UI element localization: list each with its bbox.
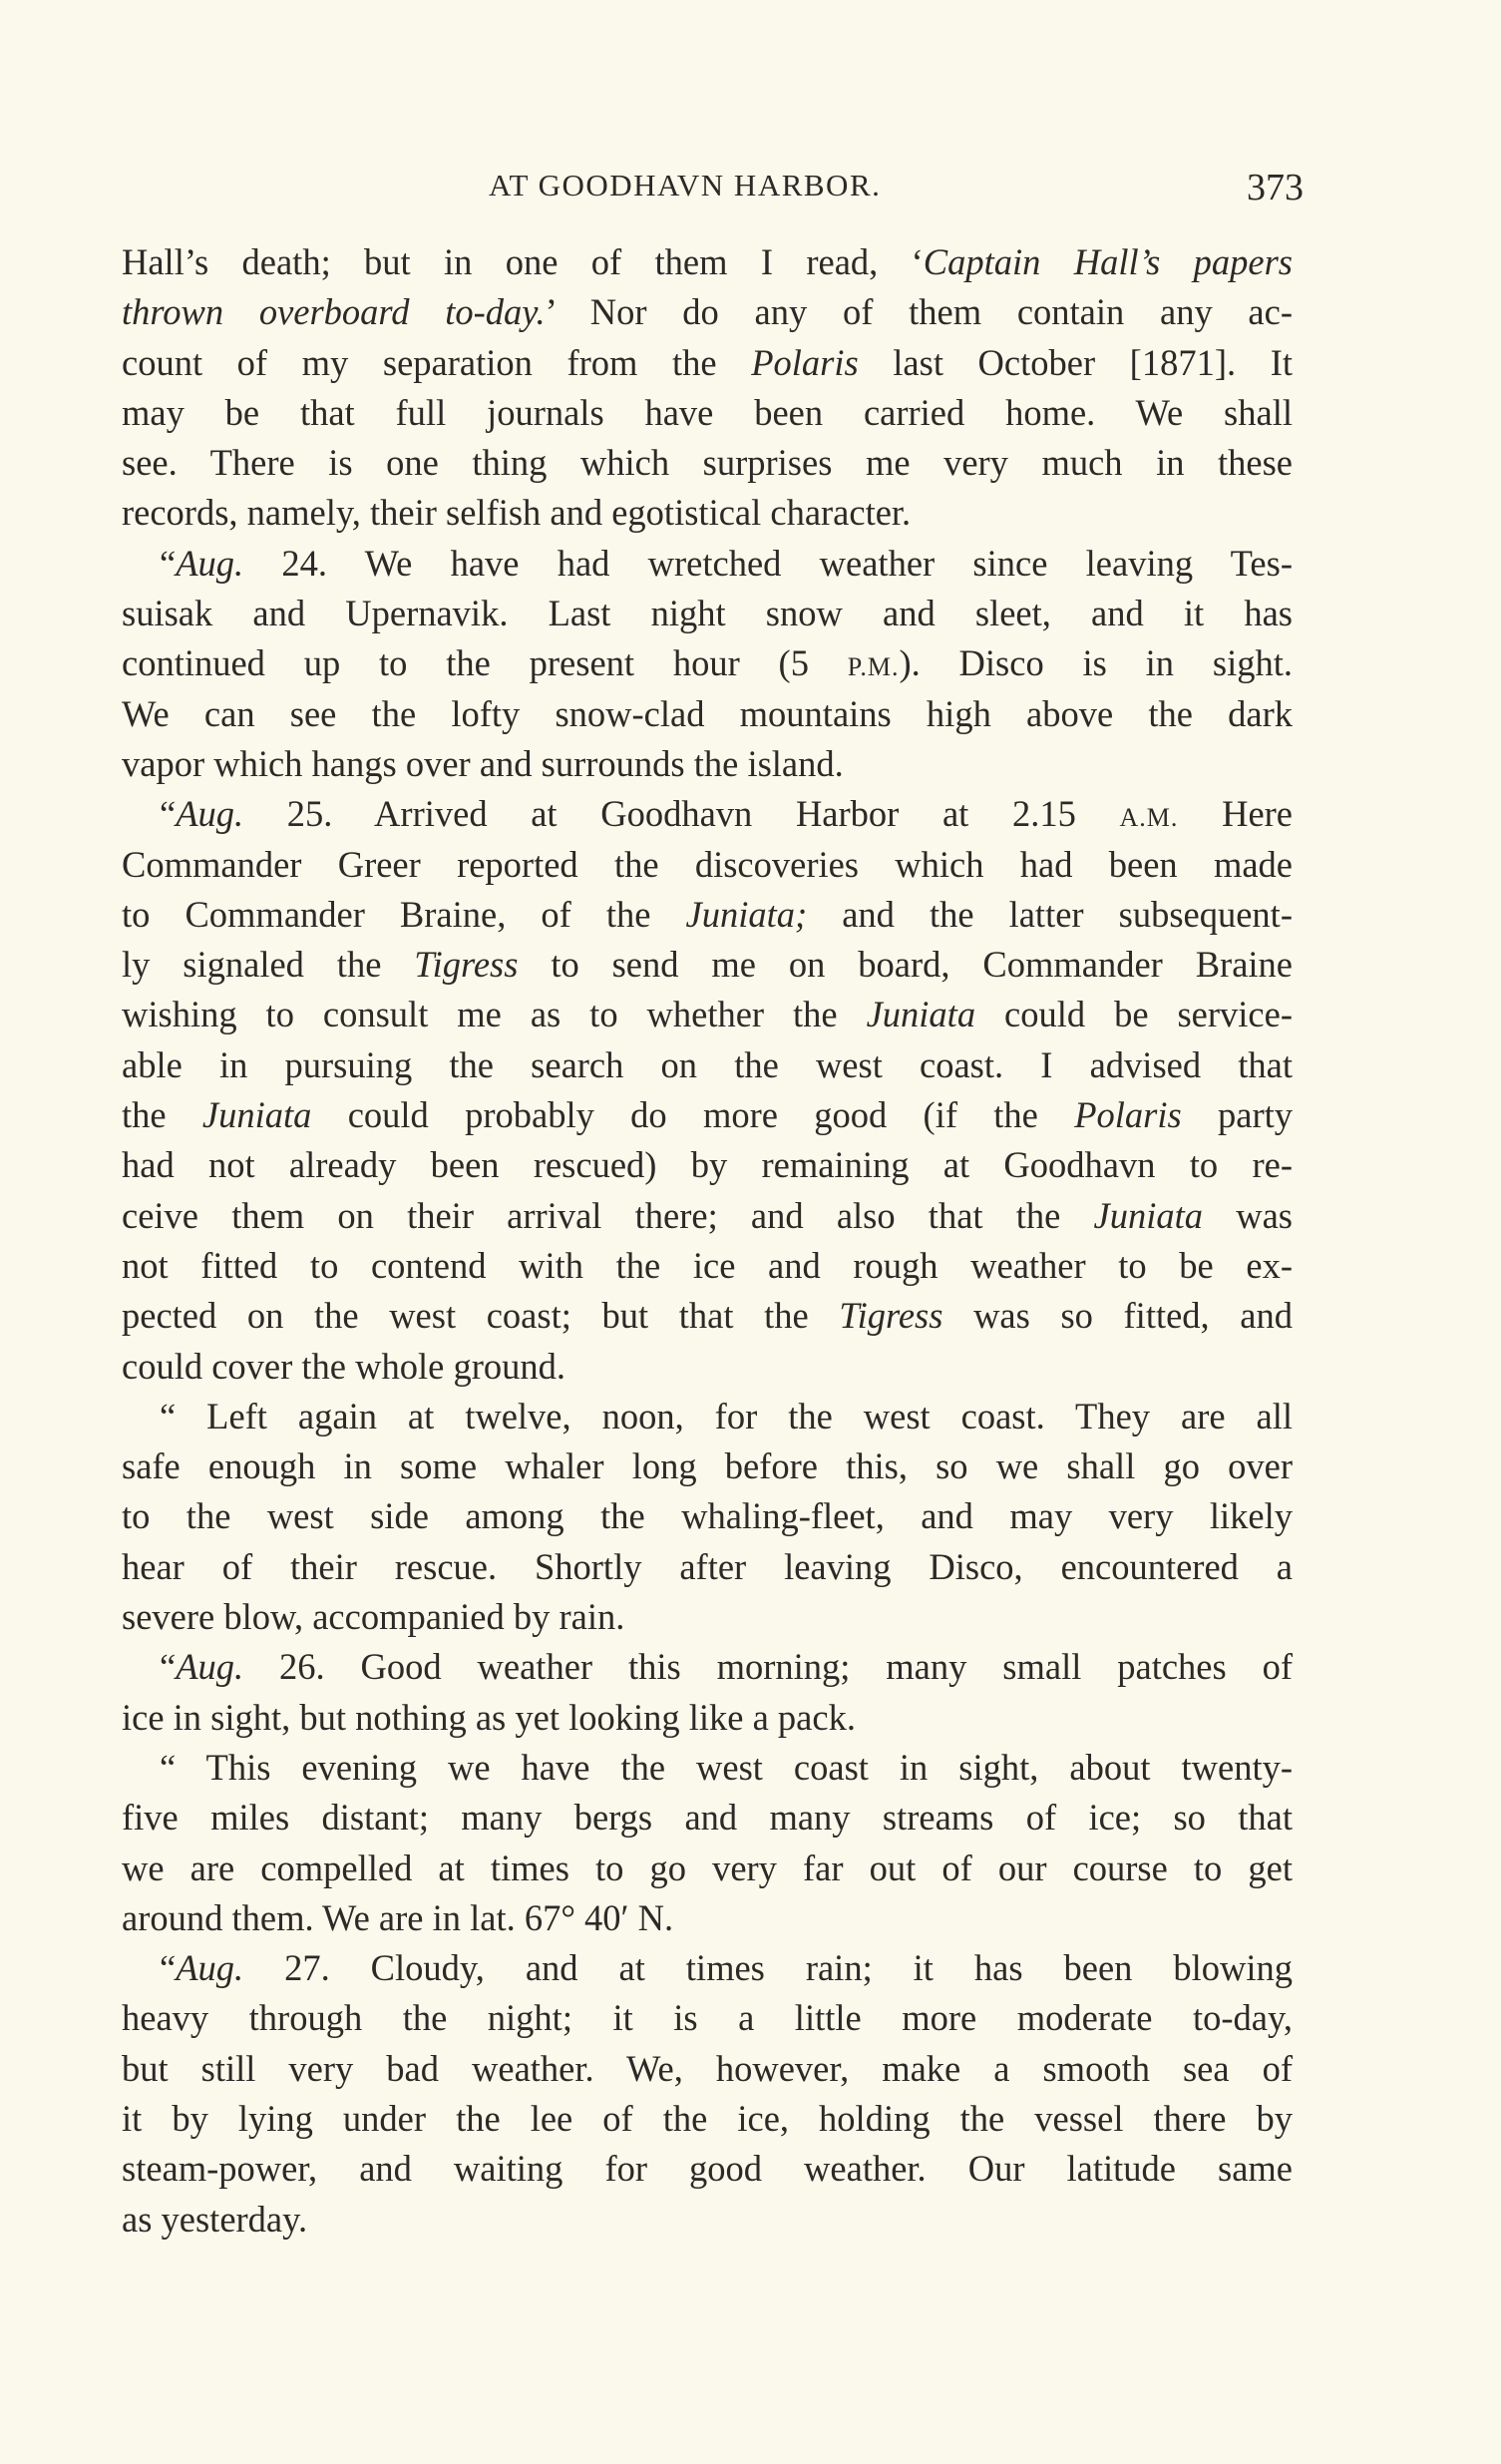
text-run: was so fitted, and — [942, 1295, 1294, 1337]
text-run: “ Left again at twelve, noon, for the west coast. They are all — [160, 1395, 1293, 1437]
text-line — [122, 1441, 1293, 1491]
text-line — [122, 237, 1293, 287]
text-run: it by lying under the lee of the ice, holding the vessel there by — [122, 2097, 1293, 2139]
italic-text: Juniata; — [685, 893, 808, 935]
italic-text: Aug. — [176, 1947, 244, 1989]
text-line — [122, 689, 1293, 739]
text-line — [122, 2094, 1293, 2144]
text-run: could be service- — [975, 994, 1293, 1035]
text-line — [122, 1342, 1293, 1392]
text-line — [122, 1893, 1293, 1943]
text-line — [122, 1040, 1293, 1090]
text-run: “ — [160, 542, 177, 584]
text-run: to Commander Braine, of the — [122, 893, 686, 935]
text-line — [122, 940, 1293, 990]
text-run: as yesterday. — [122, 2198, 308, 2240]
text-run: the — [122, 1094, 202, 1136]
text-line — [122, 1090, 1293, 1140]
text-line — [122, 438, 1293, 488]
text-line — [122, 1542, 1293, 1592]
text-run: 24. We have had wretched weather since leaving Tes- — [243, 542, 1293, 584]
text-run: able in pursuing the search on the west coast. I advised that — [122, 1043, 1293, 1085]
text-run: last October [1871]. It — [858, 341, 1293, 383]
text-line — [122, 2195, 1293, 2245]
text-line — [122, 1241, 1293, 1291]
italic-text: Aug. — [176, 1646, 244, 1688]
text-line — [122, 488, 1293, 538]
text-run: 26. Good weather this morning; many small patches of — [243, 1646, 1293, 1688]
text-run: wishing to consult me as to whether the — [122, 994, 867, 1035]
text-run: pected on the west coast; but that the — [122, 1295, 840, 1337]
text-line — [122, 739, 1293, 789]
text-line — [122, 388, 1293, 438]
page-number: 373 — [1247, 167, 1304, 208]
text-run: five miles distant; many bergs and many streams of ice; so that — [122, 1797, 1293, 1839]
text-run: may be that full journals have been carried home. We shall — [122, 391, 1293, 433]
text-line — [122, 1291, 1293, 1341]
text-run: had not already been rescued) by remaining at Goodhavn to re- — [122, 1144, 1293, 1186]
text-line — [122, 1642, 1293, 1692]
text-run: could probably do more good (if the — [311, 1094, 1075, 1136]
text-run: “ — [160, 1947, 177, 1989]
text-line — [122, 2144, 1293, 2194]
text-line — [122, 1191, 1293, 1241]
text-run: to the west side among the whaling-fleet, and may very likely — [122, 1495, 1293, 1537]
italic-text: Captain Hall’s papers — [923, 241, 1294, 282]
text-run: steam-power, and waiting for good weather. Our latitude same — [122, 2148, 1293, 2190]
text-line — [122, 539, 1293, 589]
small-caps-text: P.M. — [847, 652, 900, 682]
text-line — [122, 1993, 1293, 2043]
text-run: around them. We are in lat. 67° 40′ N. — [122, 1896, 674, 1938]
text-run: ceive them on their arrival there; and also that the — [122, 1194, 1094, 1236]
text-run: suisak and Upernavik. Last night snow and sleet, and it has — [122, 593, 1293, 634]
text-run: ice in sight, but nothing as yet looking like a pack. — [122, 1696, 856, 1738]
body-text — [122, 237, 1293, 2245]
text-line — [122, 990, 1293, 1039]
text-line — [122, 1392, 1293, 1441]
italic-text: Aug. — [176, 542, 244, 584]
text-run: was — [1203, 1194, 1293, 1236]
text-run: not fitted to contend with the ice and rough weather to be ex- — [122, 1244, 1293, 1286]
text-run: hear of their rescue. Shortly after leaving Disco, encountered a — [122, 1545, 1293, 1587]
text-line — [122, 890, 1293, 940]
text-run: count of my separation from the — [122, 341, 752, 383]
text-line — [122, 1491, 1293, 1541]
text-line — [122, 1844, 1293, 1893]
text-run: “ — [160, 1646, 177, 1688]
text-run: safe enough in some whaler long before this, so we shall go over — [122, 1445, 1293, 1487]
text-line — [122, 789, 1293, 839]
text-run: “ — [160, 793, 177, 835]
text-run: continued up to the present hour (5 — [122, 642, 848, 684]
text-line — [122, 1793, 1293, 1843]
text-run: Here — [1178, 793, 1293, 835]
text-run: 27. Cloudy, and at times rain; it has been blowing — [243, 1947, 1293, 1989]
italic-text: thrown overboard to-day. — [122, 291, 546, 333]
text-line — [122, 840, 1293, 890]
text-run: 25. Arrived at Goodhavn Harbor at 2.15 — [243, 793, 1120, 835]
text-run: ). Disco is in sight. — [899, 642, 1293, 684]
text-run: We can see the lofty snow-clad mountains high above the dark — [122, 692, 1293, 734]
text-line — [122, 338, 1293, 388]
text-line — [122, 1140, 1293, 1190]
text-run: Commander Greer reported the discoveries which had been made — [122, 843, 1293, 885]
text-run: ’ Nor do any of them contain any ac- — [545, 291, 1293, 333]
text-run: party — [1181, 1094, 1294, 1136]
text-line — [122, 1943, 1293, 1993]
text-run: see. There is one thing which surprises me very much in these — [122, 442, 1293, 484]
text-run: vapor which hangs over and surrounds the island. — [122, 742, 844, 784]
italic-text: Tigress — [839, 1295, 943, 1337]
italic-text: Juniata — [201, 1094, 312, 1136]
text-line — [122, 1693, 1293, 1743]
text-run: to send me on board, Commander Braine — [518, 944, 1294, 986]
italic-text: Juniata — [866, 994, 976, 1035]
italic-text: Tigress — [414, 944, 519, 986]
text-line — [122, 287, 1293, 337]
italic-text: Juniata — [1093, 1194, 1204, 1236]
italic-text: Polaris — [1074, 1094, 1182, 1136]
text-line — [122, 638, 1293, 688]
running-head: AT GOODHAVN HARBOR. — [489, 168, 882, 203]
text-line — [122, 1743, 1293, 1793]
text-run: Hall’s death; but in one of them I read, ‘ — [122, 241, 924, 282]
text-run: ly signaled the — [122, 944, 415, 986]
text-run: severe blow, accompanied by rain. — [122, 1596, 625, 1638]
small-caps-text: A.M. — [1119, 803, 1179, 833]
italic-text: Aug. — [176, 793, 244, 835]
text-run: and the latter subsequent- — [807, 893, 1293, 935]
text-line — [122, 1592, 1293, 1642]
text-line — [122, 589, 1293, 638]
text-run: heavy through the night; it is a little more moderate to-day, — [122, 1997, 1293, 2039]
text-line — [122, 2044, 1293, 2094]
text-run: we are compelled at times to go very far out of our course to get — [122, 1847, 1293, 1888]
text-run: “ This evening we have the west coast in sight, about twenty- — [160, 1746, 1293, 1788]
italic-text: Polaris — [751, 341, 859, 383]
text-run: but still very bad weather. We, however, make a smooth sea of — [122, 2047, 1293, 2089]
text-run: records, namely, their selfish and egotistical character. — [122, 492, 912, 534]
text-run: could cover the whole ground. — [122, 1345, 565, 1387]
